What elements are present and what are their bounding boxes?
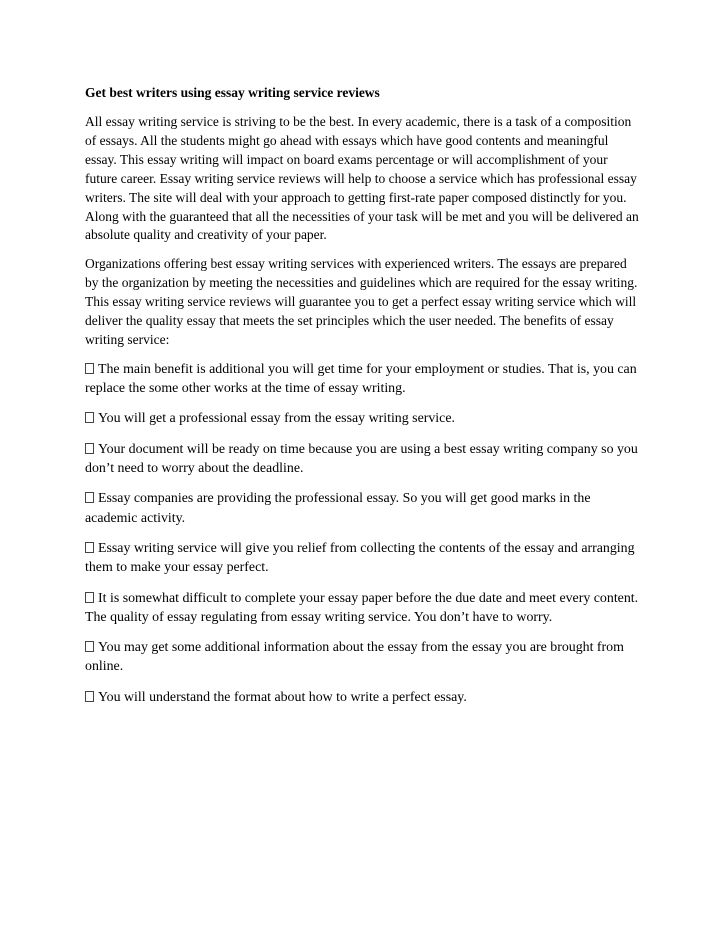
- benefit-text: You will get a professional essay from the essay writing service.: [98, 411, 455, 427]
- missing-glyph-box-icon: [85, 592, 94, 603]
- benefit-text: It is somewhat difficult to complete your essay paper before the due date and meet every content. The quality of essay regulating from essay writing service. You don’t have to worry.: [85, 590, 639, 625]
- benefit-item: [85, 440, 640, 479]
- paragraph-intro: All essay writing service is striving to be the best. In every academic, there is a task of a composition of essays. All the students might go ahead with essays which have good contents and meaningful essay. This essay writing will impact on board exams percentage or will accomplishment of your future career. Essay writing service reviews will help to choose a service which has professional essay writers. The site will deal with your approach to getting first-rate paper composed distinctly for you. Along with the guaranteed that all the necessities of your task will be met and you will be delivered an absolute quality and creativity of your paper.: [85, 114, 639, 243]
- benefit-item: [85, 688, 640, 707]
- benefit-text: Essay companies are providing the professional essay. So you will get good marks in the academic activity.: [85, 491, 591, 526]
- missing-glyph-box-icon: [85, 492, 94, 503]
- missing-glyph-box-icon: [85, 412, 94, 423]
- benefit-item: [85, 489, 640, 528]
- benefit-text: Your document will be ready on time because you are using a best essay writing company so you don’t need to worry about the deadline.: [85, 441, 638, 477]
- benefit-item: [85, 589, 640, 628]
- benefit-text: You may get some additional information about the essay from the essay you are brought from online.: [85, 640, 624, 675]
- missing-glyph-box-icon: [85, 641, 94, 652]
- document-body: [85, 84, 640, 718]
- missing-glyph-box-icon: [85, 542, 94, 553]
- paragraph-organizations: Organizations offering best essay writing services with experienced writers. The essays are prepared by the organization by meeting the necessities and guidelines which are required for the essay writing. This essay writing service reviews will guarantee you to get a perfect essay writing service which will deliver the quality essay that meets the set principles which the user needed. The benefits of essay writing service:: [85, 256, 638, 347]
- benefit-item: [85, 539, 640, 578]
- benefit-text: Essay writing service will give you relief from collecting the contents of the essay and arranging them to make your essay perfect.: [85, 540, 635, 576]
- missing-glyph-box-icon: [85, 691, 94, 702]
- document-title: Get best writers using essay writing service reviews: [85, 85, 380, 100]
- benefit-item: [85, 409, 640, 428]
- benefit-text: The main benefit is additional you will get time for your employment or studies. That is, you can replace the some other works at the time of essay writing.: [85, 361, 637, 397]
- benefit-item: [85, 360, 640, 399]
- missing-glyph-box-icon: [85, 443, 94, 454]
- missing-glyph-box-icon: [85, 363, 94, 374]
- benefit-text: You will understand the format about how to write a perfect essay.: [98, 689, 467, 705]
- benefit-item: [85, 638, 640, 677]
